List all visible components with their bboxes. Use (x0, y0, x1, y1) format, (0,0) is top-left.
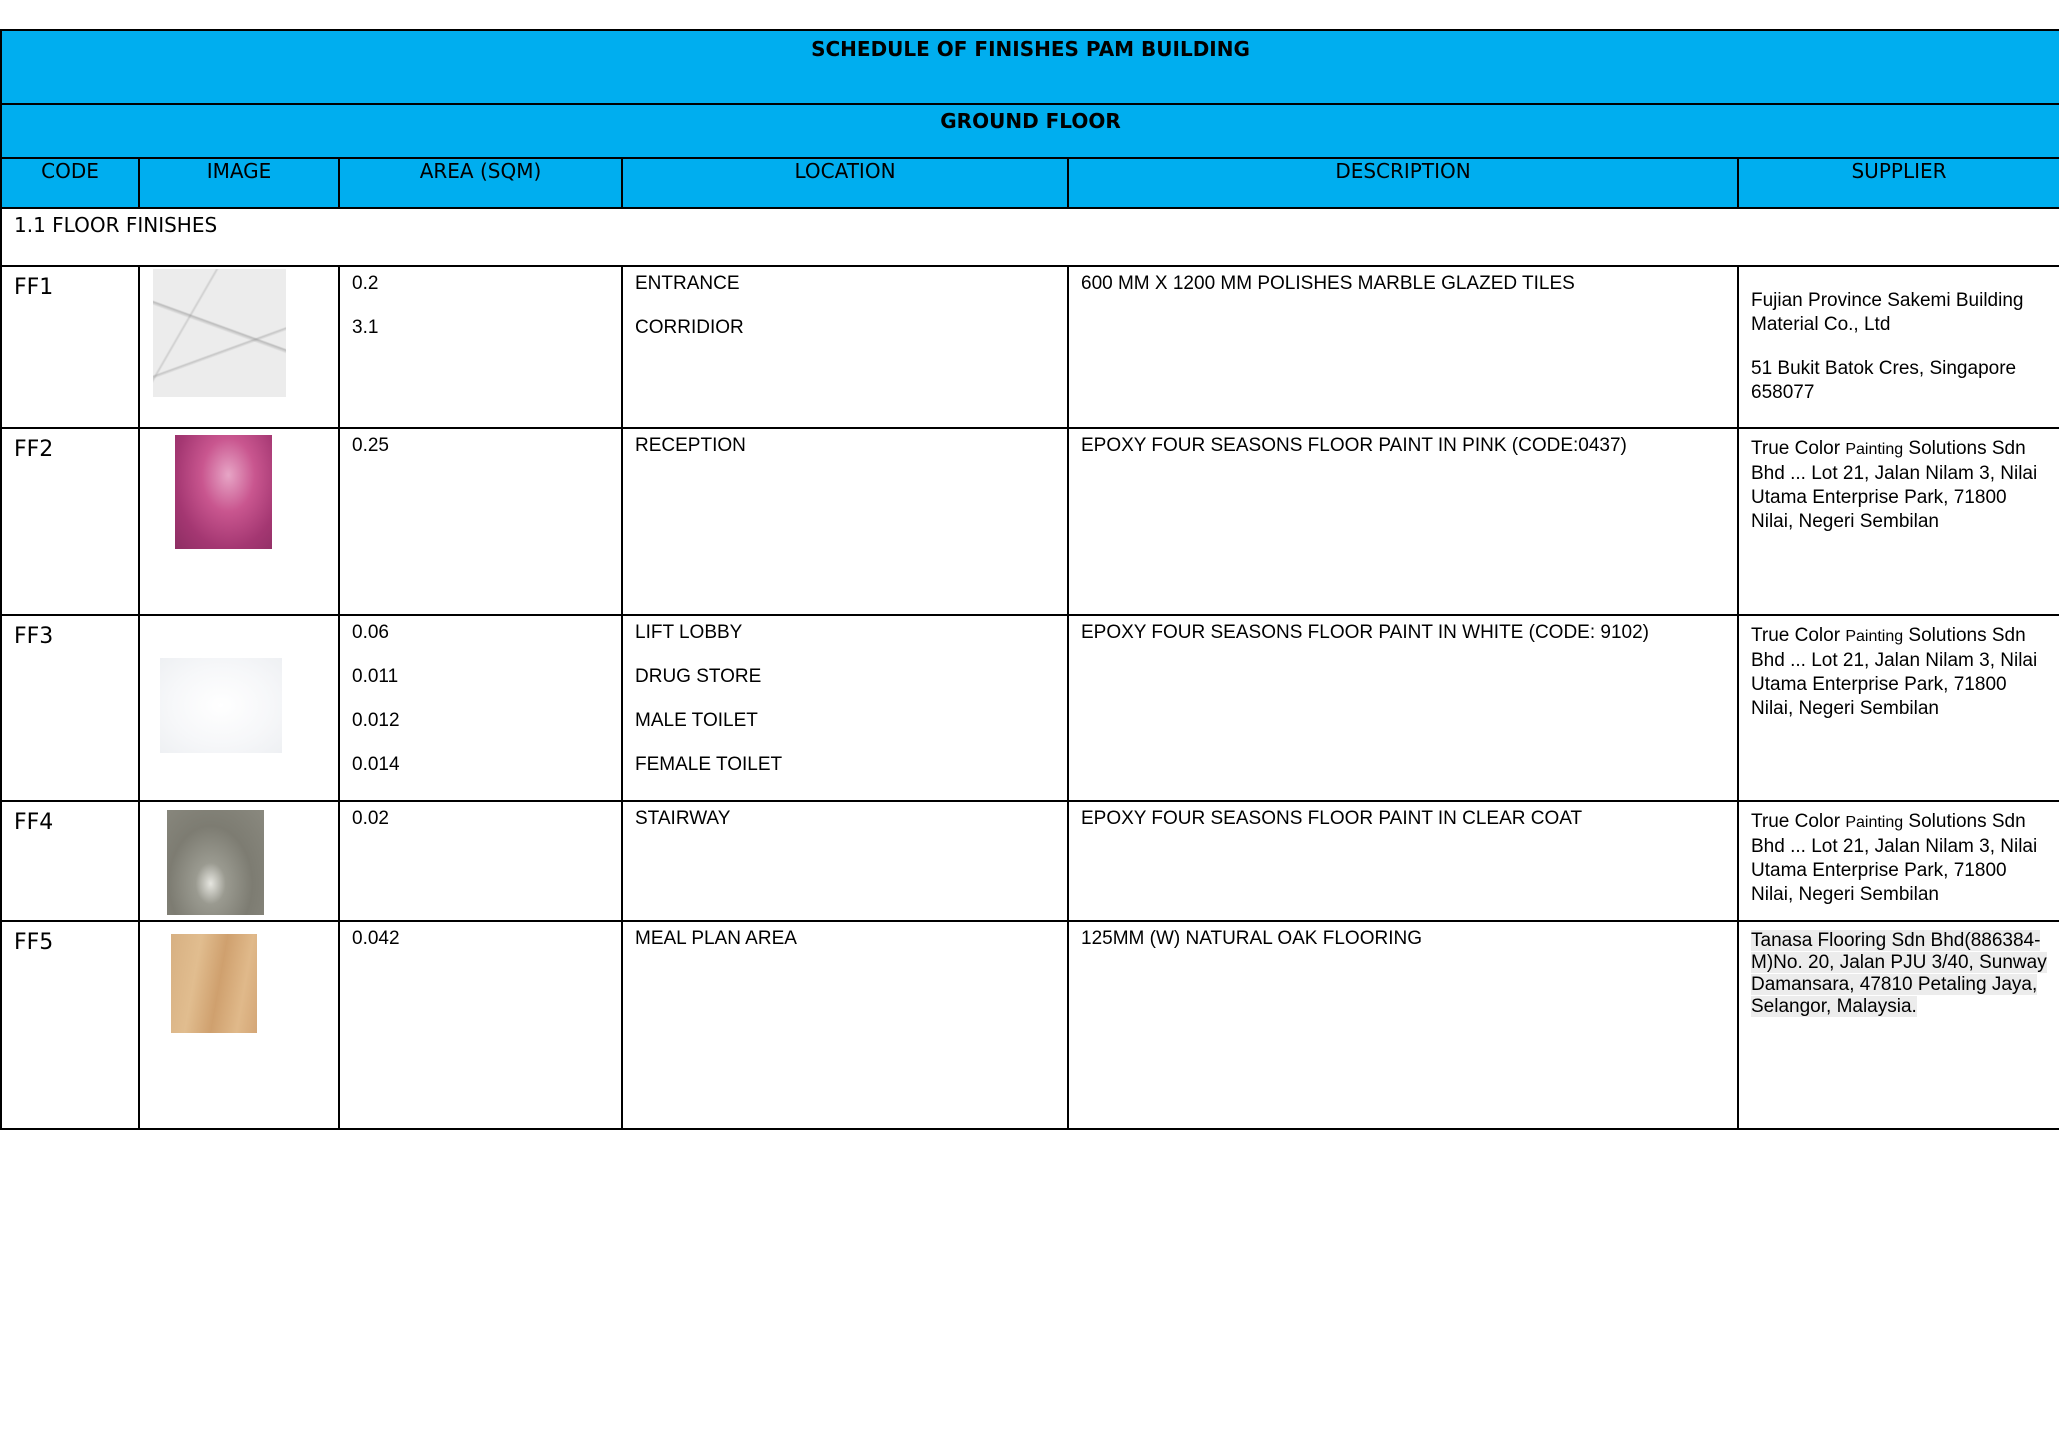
finishes-schedule-table (0, 29, 2059, 1130)
location-value: ENTRANCE (635, 273, 740, 294)
marble-tile-swatch-icon (153, 269, 286, 397)
supplier-address: 51 Bukit Batok Cres, Singapore 658077 (1751, 358, 2017, 403)
table-row (1, 615, 2059, 801)
location-cell (622, 266, 1068, 428)
description-cell: 600 MM X 1200 MM POLISHES MARBLE GLAZED TILES (1068, 266, 1738, 428)
supplier-text: Solutions Sdn Bhd ... Lot 21, Jalan Nilam 3, Nilai Utama Enterprise Park, 71800 Nilai, Negeri Sembilan (1751, 625, 2038, 719)
location-value: DRUG STORE (635, 666, 762, 687)
table-row (1, 921, 2059, 1129)
area-value: 0.06 (352, 622, 389, 643)
description-cell: EPOXY FOUR SEASONS FLOOR PAINT IN CLEAR COAT (1068, 801, 1738, 921)
area-value: 0.011 (352, 666, 399, 687)
area-value: 0.02 (339, 801, 622, 921)
area-cell (339, 266, 622, 428)
supplier-text: Painting (1845, 628, 1904, 645)
clear-coat-swatch-icon (167, 810, 264, 915)
column-header-row (1, 158, 2059, 208)
area-value: 0.25 (339, 428, 622, 615)
finish-image-cell (139, 615, 339, 801)
column-header-location: LOCATION (622, 158, 1068, 208)
column-header-image: IMAGE (139, 158, 339, 208)
location-value: MEAL PLAN AREA (622, 921, 1068, 1129)
oak-flooring-swatch-icon (171, 934, 257, 1033)
area-value: 0.2 (352, 273, 379, 294)
white-epoxy-swatch-icon (160, 658, 282, 753)
schedule-title: SCHEDULE OF FINISHES PAM BUILDING (1, 30, 2059, 104)
area-value: 0.014 (352, 754, 400, 775)
supplier-cell (1738, 428, 2059, 615)
supplier-text: Solutions Sdn Bhd ... Lot 21, Jalan Nilam 3, Nilai Utama Enterprise Park, 71800 Nilai, Negeri Sembilan (1751, 811, 2038, 905)
location-value: CORRIDIOR (635, 317, 744, 338)
location-cell (622, 615, 1068, 801)
supplier-text: True Color (1751, 811, 1846, 832)
column-header-description: DESCRIPTION (1068, 158, 1738, 208)
table-row (1, 266, 2059, 428)
location-value: MALE TOILET (635, 710, 758, 731)
finish-image-cell (139, 428, 339, 615)
supplier-cell (1738, 921, 2059, 1129)
floor-heading: GROUND FLOOR (1, 104, 2059, 158)
description-cell: EPOXY FOUR SEASONS FLOOR PAINT IN WHITE (CODE: 9102) (1068, 615, 1738, 801)
area-value: 3.1 (352, 317, 379, 338)
supplier-text: True Color (1751, 625, 1846, 646)
supplier-cell (1738, 615, 2059, 801)
finish-code: FF1 (1, 266, 139, 428)
section-heading: 1.1 FLOOR FINISHES (1, 208, 2059, 266)
supplier-text: Painting (1845, 814, 1904, 831)
supplier-text: Tanasa Flooring Sdn Bhd(886384-M)No. 20, Jalan PJU 3/40, Sunway Damansara, 47810 Petaling Jaya, Selangor, Malaysia. (1751, 930, 2047, 1017)
area-value: 0.042 (339, 921, 622, 1129)
supplier-text: Solutions Sdn Bhd ... Lot 21, Jalan Nilam 3, Nilai Utama Enterprise Park, 71800 Nilai, Negeri Sembilan (1751, 438, 2038, 532)
finish-code: FF4 (1, 801, 139, 921)
location-value: LIFT LOBBY (635, 622, 743, 643)
location-value: STAIRWAY (622, 801, 1068, 921)
area-cell (339, 615, 622, 801)
supplier-text: Painting (1845, 441, 1904, 458)
supplier-cell (1738, 801, 2059, 921)
column-header-area: AREA (SQM) (339, 158, 622, 208)
supplier-cell (1738, 266, 2059, 428)
location-value: FEMALE TOILET (635, 754, 783, 775)
finish-code: FF3 (1, 615, 139, 801)
finish-image-cell (139, 801, 339, 921)
finish-image-cell (139, 921, 339, 1129)
supplier-name: Fujian Province Sakemi Building Material Co., Ltd (1751, 290, 2024, 335)
column-header-code: CODE (1, 158, 139, 208)
area-value: 0.012 (352, 710, 400, 731)
description-cell: 125MM (W) NATURAL OAK FLOORING (1068, 921, 1738, 1129)
finish-code: FF2 (1, 428, 139, 615)
supplier-text: True Color (1751, 438, 1846, 459)
description-cell: EPOXY FOUR SEASONS FLOOR PAINT IN PINK (CODE:0437) (1068, 428, 1738, 615)
location-value: RECEPTION (622, 428, 1068, 615)
finish-image-cell (139, 266, 339, 428)
table-row (1, 801, 2059, 921)
column-header-supplier: SUPPLIER (1738, 158, 2059, 208)
finish-code: FF5 (1, 921, 139, 1129)
table-row (1, 428, 2059, 615)
pink-epoxy-swatch-icon (175, 435, 272, 549)
